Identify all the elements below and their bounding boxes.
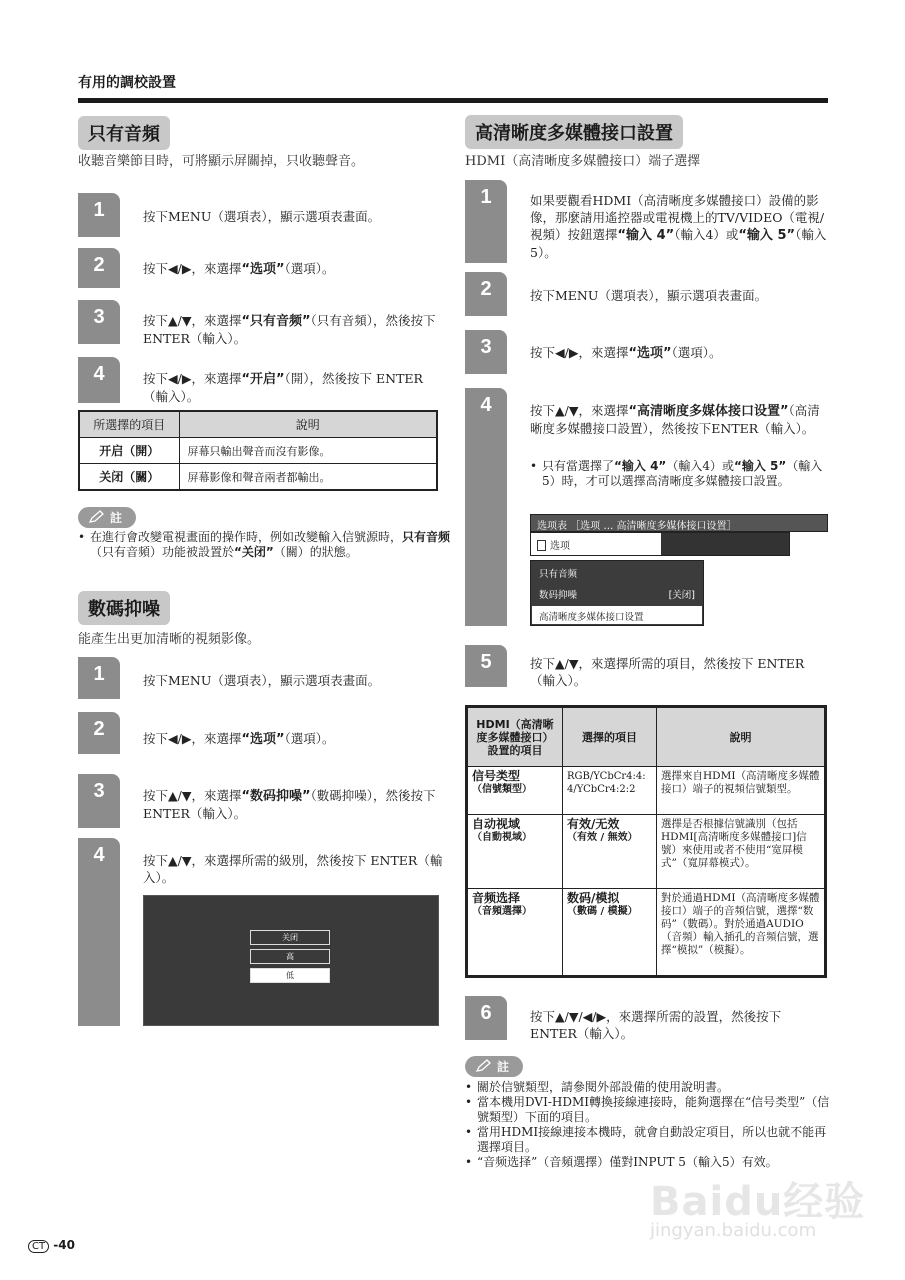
- option-low[interactable]: 低: [250, 968, 330, 983]
- table-cell: 自动视域 （自動視域）: [467, 815, 563, 889]
- noise-step-1-text: 按下MENU（選項表），顯示選項表畫面。: [143, 673, 381, 688]
- table-cell: 信号类型 （信號類型）: [467, 767, 563, 815]
- watermark-url: jingyan.baidu.com: [650, 1220, 817, 1241]
- hdmi-note-list: [465, 1080, 830, 1170]
- audio-step-1-number: 1: [78, 193, 120, 237]
- hdmi-step-6-number: 6: [465, 996, 507, 1040]
- list-item: • 只有當選擇了“输入 4”（輸入4）或“输入 5”（輸入5）時，才可以選擇高清晰度多媒體接口設置。: [530, 459, 828, 489]
- option-off[interactable]: 关闭: [250, 930, 330, 945]
- audio-step-4-number: 4: [78, 357, 120, 403]
- hdmi-step-4-text: 按下▲/▼，來選擇“高清晰度多媒体接口设置”（高清晰度多媒體接口設置），然後按下ENTER（輸入）。: [530, 403, 820, 436]
- hdmi-step-1-number: 1: [465, 180, 507, 263]
- hdmi-step-3-number: 3: [465, 330, 507, 374]
- audio-only-desc: 收聽音樂節目時，可將顯示屏關掉，只收聽聲音。: [78, 154, 365, 169]
- option-high[interactable]: 高: [250, 949, 330, 964]
- hdmi-note-label: 註: [465, 1056, 523, 1077]
- table-cell: 关闭（關）: [79, 464, 179, 491]
- audio-step-2-number: 2: [78, 248, 120, 288]
- table-row: [79, 438, 437, 464]
- list-item: • 當用HDMI接線連接本機時，就會自動設定項目，所以也就不能再選擇項目。: [465, 1125, 830, 1155]
- page-header: 有用的調校設置: [78, 75, 176, 91]
- table-cell: 音频选择 （音頻選擇）: [467, 889, 563, 977]
- noise-step-4-number: 4: [78, 838, 120, 1026]
- table-header: HDMI（高清晰度多媒體接口）設置的項目: [467, 707, 563, 767]
- menu-item-noise-value: [关闭]: [668, 590, 695, 601]
- table-header: 說明: [179, 411, 437, 438]
- menu-tab-options[interactable]: 选项: [531, 533, 661, 555]
- noise-step-2-number: 2: [78, 712, 120, 754]
- audio-step-3-text: 按下▲/▼，來選擇“只有音频”（只有音頻），然後按下 ENTER（輸入）。: [143, 313, 436, 346]
- noise-level-screen: [143, 895, 439, 1026]
- document-icon: [537, 540, 546, 551]
- audio-only-title: 只有音頻: [78, 116, 170, 150]
- hdmi-step-2-text: 按下MENU（選項表），顯示選項表畫面。: [530, 288, 768, 303]
- noise-step-3-number: 3: [78, 774, 120, 828]
- hdmi-step-5-text: 按下▲/▼，來選擇所需的項目，然後按下 ENTER（輸入）。: [530, 656, 805, 688]
- list-item: • 當本機用DVI-HDMI轉換接線連接時，能夠選擇在“信号类型”（信號類型）下面的項目。: [465, 1095, 830, 1125]
- pencil-icon: [475, 1059, 491, 1073]
- table-cell: 選擇來自HDMI（高清晰度多媒體接口）端子的視頻信號類型。: [657, 767, 826, 815]
- header-rule: [78, 98, 828, 103]
- audio-step-4-text: 按下◀/▶，來選擇“开启”（開），然後按下 ENTER（輸入）。: [143, 371, 423, 404]
- noise-step-3-text: 按下▲/▼，來選擇“数码抑噪”（數碼抑噪），然後按下 ENTER（輸入）。: [143, 788, 436, 821]
- table-row: [467, 889, 826, 977]
- table-row: [467, 767, 826, 815]
- hdmi-title: 高清晰度多媒體接口設置: [465, 115, 683, 149]
- pencil-icon: [88, 510, 104, 524]
- list-item: • “音频选择”（音頻選擇）僅對INPUT 5（輸入5）有效。: [465, 1155, 830, 1170]
- hdmi-step-3-text: 按下◀/▶，來選擇“选项”（選項）。: [530, 345, 722, 361]
- hdmi-step-5-number: 5: [465, 645, 507, 687]
- audio-note-label: 註: [78, 507, 136, 528]
- table-cell: 屏幕只輸出聲音而沒有影像。: [179, 438, 437, 464]
- table-cell: 選擇是否根據信號識別（包括HDMI[高清晰度多媒體接口]信號）來使用或者不使用“宽屏模式”（寬屏幕模式）。: [657, 815, 826, 889]
- watermark-logo: Baidu经验: [650, 1179, 866, 1225]
- hdmi-step-4-note: [530, 459, 828, 489]
- table-cell: RGB/YCbCr4:4:4/YCbCr4:2:2: [563, 767, 657, 815]
- menu-item-audio-only[interactable]: 只有音频: [539, 569, 578, 580]
- hdmi-step-6-text: 按下▲/▼/◀/▶，來選擇所需的設置，然後按下ENTER（輸入）。: [530, 1009, 782, 1041]
- list-item: • 在進行會改變電視畫面的操作時，例如改變輸入信號源時，只有音频（只有音頻）功能被設置於“关闭”（關）的狀態。: [78, 530, 453, 560]
- hdmi-desc: HDMI（高清晰度多媒體接口）端子選擇: [465, 154, 701, 169]
- noise-step-1-number: 1: [78, 657, 120, 699]
- list-item: • 關於信號類型，請參閱外部設備的使用說明書。: [465, 1080, 830, 1095]
- ct-badge: CT: [28, 1240, 49, 1253]
- table-cell: 开启（開）: [79, 438, 179, 464]
- menu-tab-row: [530, 532, 790, 556]
- noise-desc: 能產生出更加清晰的視頻影像。: [78, 632, 261, 647]
- page-number: CT -40: [28, 1238, 75, 1253]
- audio-step-1-text: 按下MENU（選項表），顯示選項表畫面。: [143, 209, 381, 224]
- menu-item-hdmi-setup[interactable]: 高清晰度多媒体接口设置: [532, 606, 702, 624]
- menu-bar: 选项表 ［选项 … 高清晰度多媒体接口设置］: [530, 514, 828, 532]
- noise-title: 數碼抑噪: [78, 591, 170, 625]
- noise-step-2-text: 按下◀/▶，來選擇“选项”（選項）。: [143, 731, 335, 747]
- audio-step-3-number: 3: [78, 300, 120, 344]
- table-cell: 数码/模拟 （數碼 / 模擬）: [563, 889, 657, 977]
- hdmi-step-4-number: 4: [465, 388, 507, 626]
- hdmi-settings-table: [465, 705, 827, 978]
- audio-note-list: [78, 530, 453, 560]
- menu-item-noise[interactable]: 数码抑噪: [539, 590, 578, 601]
- hdmi-step-2-number: 2: [465, 272, 507, 316]
- table-row: [79, 464, 437, 491]
- table-header: 所選擇的項目: [79, 411, 179, 438]
- table-header: 說明: [657, 707, 826, 767]
- audio-step-2-text: 按下◀/▶，來選擇“选项”（選項）。: [143, 261, 335, 277]
- audio-only-table: [78, 410, 438, 491]
- table-cell: 屏幕影像和聲音兩者都輸出。: [179, 464, 437, 491]
- menu-list: [530, 560, 704, 626]
- noise-step-4-text: 按下▲/▼，來選擇所需的級別，然後按下 ENTER（輸入）。: [143, 853, 443, 885]
- table-cell: 有效/无效 （有效 / 無效）: [563, 815, 657, 889]
- table-cell: 對於通過HDMI（高清晰度多媒體接口）端子的音頻信號，選擇“数码”（數碼）。對於通過AUDIO（音頻）輸入插孔的音頻信號，選擇“模拟”（模擬）。: [657, 889, 826, 977]
- table-row: [467, 815, 826, 889]
- table-header: 選擇的項目: [563, 707, 657, 767]
- hdmi-step-1-text: 如果要觀看HDMI（高清晰度多媒體接口）設備的影像，那麼請用遙控器或電視機上的TV/VIDEO（電視/視頻）按鈕選擇“输入 4”（輸入4）或“输入 5”（輸入5）。: [530, 193, 827, 260]
